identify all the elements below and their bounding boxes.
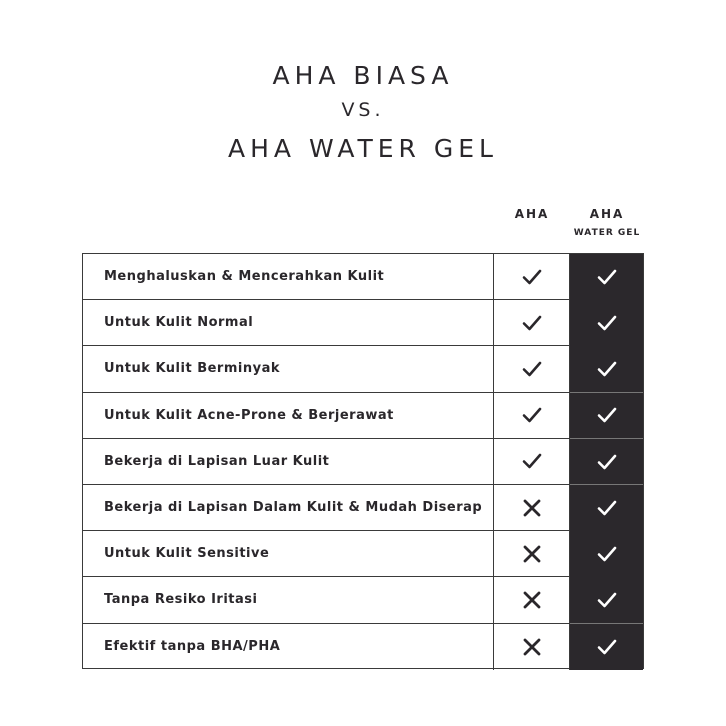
water-gel-cell bbox=[570, 300, 643, 347]
aha-cell bbox=[494, 577, 570, 622]
table-row bbox=[83, 254, 643, 300]
aha-cell bbox=[494, 439, 570, 484]
cross-icon bbox=[522, 498, 542, 518]
table-row bbox=[83, 531, 643, 577]
check-icon bbox=[597, 268, 617, 286]
check-icon bbox=[597, 499, 617, 517]
comparison-table bbox=[82, 253, 644, 669]
table-row bbox=[83, 439, 643, 485]
feature-label: Untuk Kulit Normal bbox=[83, 300, 494, 345]
check-icon bbox=[522, 452, 542, 470]
water-gel-cell bbox=[570, 485, 643, 532]
table-row bbox=[83, 485, 643, 531]
check-icon bbox=[597, 360, 617, 378]
aha-cell bbox=[494, 346, 570, 391]
cross-icon bbox=[522, 590, 542, 610]
cross-icon bbox=[522, 637, 542, 657]
aha-cell bbox=[494, 300, 570, 345]
feature-label: Untuk Kulit Sensitive bbox=[83, 531, 494, 576]
aha-cell bbox=[494, 254, 570, 299]
check-icon bbox=[597, 591, 617, 609]
check-icon bbox=[522, 314, 542, 332]
check-icon bbox=[597, 314, 617, 332]
feature-label: Efektif tanpa BHA/PHA bbox=[83, 624, 494, 670]
table-row bbox=[83, 624, 643, 670]
feature-label: Menghaluskan & Mencerahkan Kulit bbox=[83, 254, 494, 299]
water-gel-cell bbox=[570, 439, 643, 486]
feature-label: Bekerja di Lapisan Luar Kulit bbox=[83, 439, 494, 484]
aha-cell bbox=[494, 485, 570, 530]
aha-cell bbox=[494, 624, 570, 670]
check-icon bbox=[597, 638, 617, 656]
table-row bbox=[83, 346, 643, 392]
water-gel-cell bbox=[570, 393, 643, 440]
feature-label: Untuk Kulit Berminyak bbox=[83, 346, 494, 391]
title-aha-biasa: AHA BIASA bbox=[272, 61, 454, 90]
check-icon bbox=[597, 406, 617, 424]
aha-cell bbox=[494, 393, 570, 438]
table-row bbox=[83, 393, 643, 439]
table-row bbox=[83, 577, 643, 623]
check-icon bbox=[597, 545, 617, 563]
column-header-aha: AHA bbox=[514, 207, 550, 221]
table-row bbox=[83, 300, 643, 346]
title-versus: VS. bbox=[341, 99, 385, 121]
water-gel-cell bbox=[570, 624, 643, 670]
check-icon bbox=[522, 268, 542, 286]
water-gel-cell bbox=[570, 531, 643, 578]
cross-icon bbox=[522, 544, 542, 564]
water-gel-cell bbox=[570, 254, 643, 301]
feature-label: Bekerja di Lapisan Dalam Kulit & Mudah Diserap bbox=[83, 485, 494, 530]
water-gel-cell bbox=[570, 577, 643, 624]
column-header-water-gel-line1: AHA bbox=[589, 207, 625, 221]
feature-label: Untuk Kulit Acne-Prone & Berjerawat bbox=[83, 393, 494, 438]
check-icon bbox=[597, 453, 617, 471]
title-aha-water-gel: AHA WATER GEL bbox=[228, 134, 498, 163]
feature-label: Tanpa Resiko Iritasi bbox=[83, 577, 494, 622]
aha-cell bbox=[494, 531, 570, 576]
water-gel-cell bbox=[570, 346, 643, 393]
check-icon bbox=[522, 406, 542, 424]
column-header-water-gel-line2: WATER GEL bbox=[573, 228, 641, 238]
check-icon bbox=[522, 360, 542, 378]
